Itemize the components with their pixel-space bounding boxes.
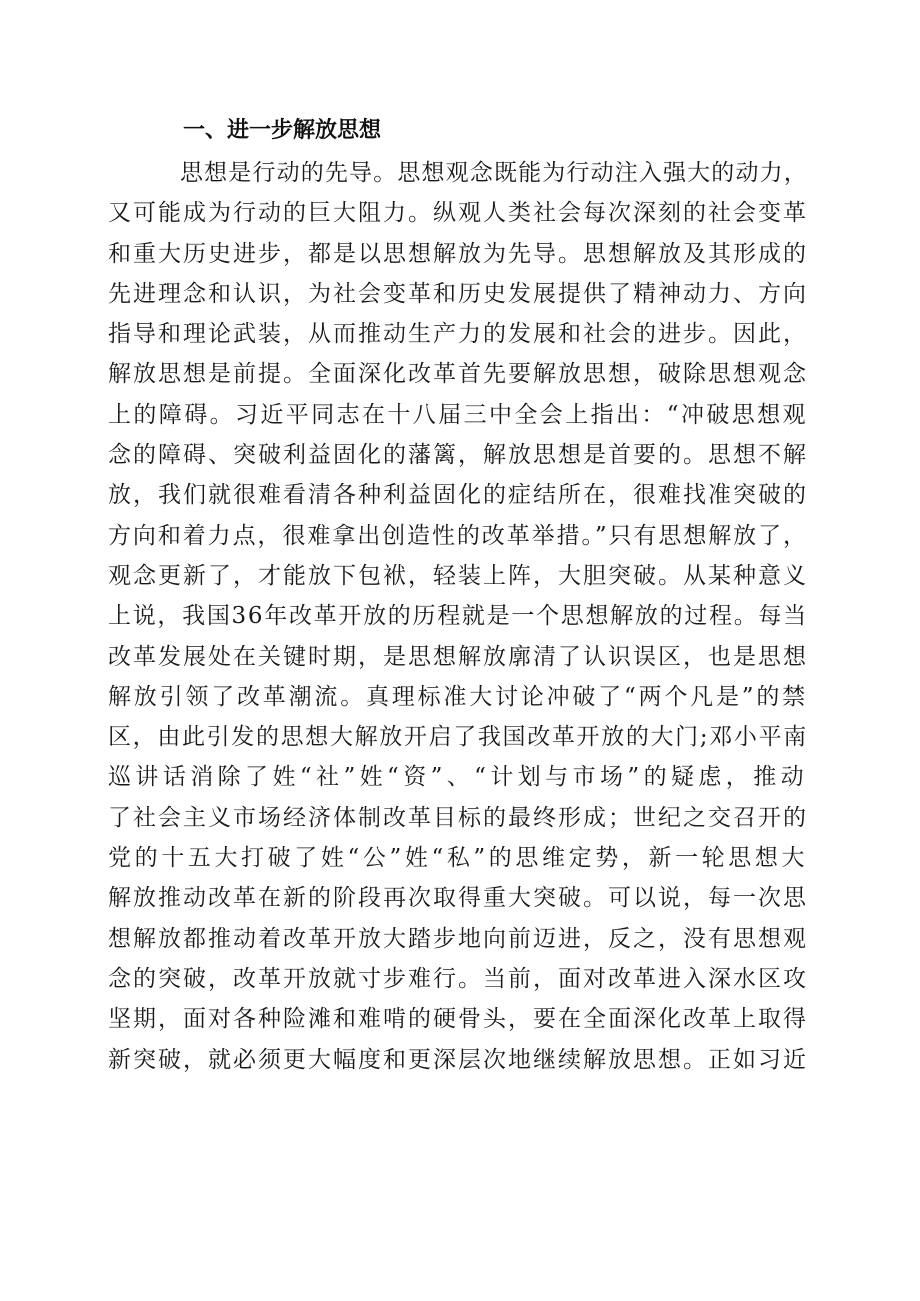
text-line: 方向和着力点，很难拿出创造性的改革举措。”只有思想解放了， — [108, 522, 808, 549]
text-line: 上的障碍。习近平同志在十八届三中全会上指出：“冲破思想观 — [108, 401, 808, 428]
text-line: 先进理念和认识，为社会变革和历史发展提供了精神动力、方向 — [108, 280, 808, 307]
text-line: 新突破，就必须更大幅度和更深层次地继续解放思想。正如习近 — [108, 1046, 808, 1073]
text-line: 和重大历史进步，都是以思想解放为先导。思想解放及其形成的 — [108, 240, 808, 267]
text-line: 放，我们就很难看清各种利益固化的症结所在，很难找准突破的 — [108, 482, 808, 509]
text-line: 上说，我国36年改革开放的历程就是一个思想解放的过程。每当 — [108, 603, 808, 630]
text-line: 念的突破，改革开放就寸步难行。当前，面对改革进入深水区攻 — [108, 965, 808, 992]
section-heading: 一、进一步解放思想 — [183, 118, 382, 143]
text-line: 想解放都推动着改革开放大踏步地向前迈进，反之，没有思想观 — [108, 925, 808, 952]
text-line: 改革发展处在关键时期，是思想解放廓清了认识误区，也是思想 — [108, 643, 808, 670]
text-line: 区，由此引发的思想大解放开启了我国改革开放的大门;邓小平南 — [108, 724, 808, 751]
text-line: 坚期，面对各种险滩和难啃的硬骨头，要在全面深化改革上取得 — [108, 1006, 808, 1033]
text-line: 了社会主义市场经济体制改革目标的最终形成；世纪之交召开的 — [108, 804, 808, 831]
text-line: 解放推动改革在新的阶段再次取得重大突破。可以说，每一次思 — [108, 885, 808, 912]
text-line: 解放思想是前提。全面深化改革首先要解放思想，破除思想观念 — [108, 361, 808, 388]
body-paragraph — [108, 153, 808, 1080]
text-line: 党的十五大打破了姓“公”姓“私”的思维定势，新一轮思想大 — [108, 845, 809, 872]
text-line: 念的障碍、突破利益固化的藩篱，解放思想是首要的。思想不解 — [108, 442, 808, 469]
text-line: 思想是行动的先导。思想观念既能为行动注入强大的动力， — [180, 160, 808, 186]
text-line: 指导和理论武装，从而推动生产力的发展和社会的进步。因此， — [108, 321, 808, 348]
text-line: 又可能成为行动的巨大阻力。纵观人类社会每次深刻的社会变革 — [108, 200, 808, 227]
text-line: 观念更新了，才能放下包袱，轻装上阵，大胆突破。从某种意义 — [108, 562, 808, 589]
text-line: 巡讲话消除了姓“社”姓“资”、“计划与市场”的疑虑，推动 — [108, 764, 809, 791]
text-line: 解放引领了改革潮流。真理标准大讨论冲破了“两个凡是”的禁 — [108, 683, 808, 710]
